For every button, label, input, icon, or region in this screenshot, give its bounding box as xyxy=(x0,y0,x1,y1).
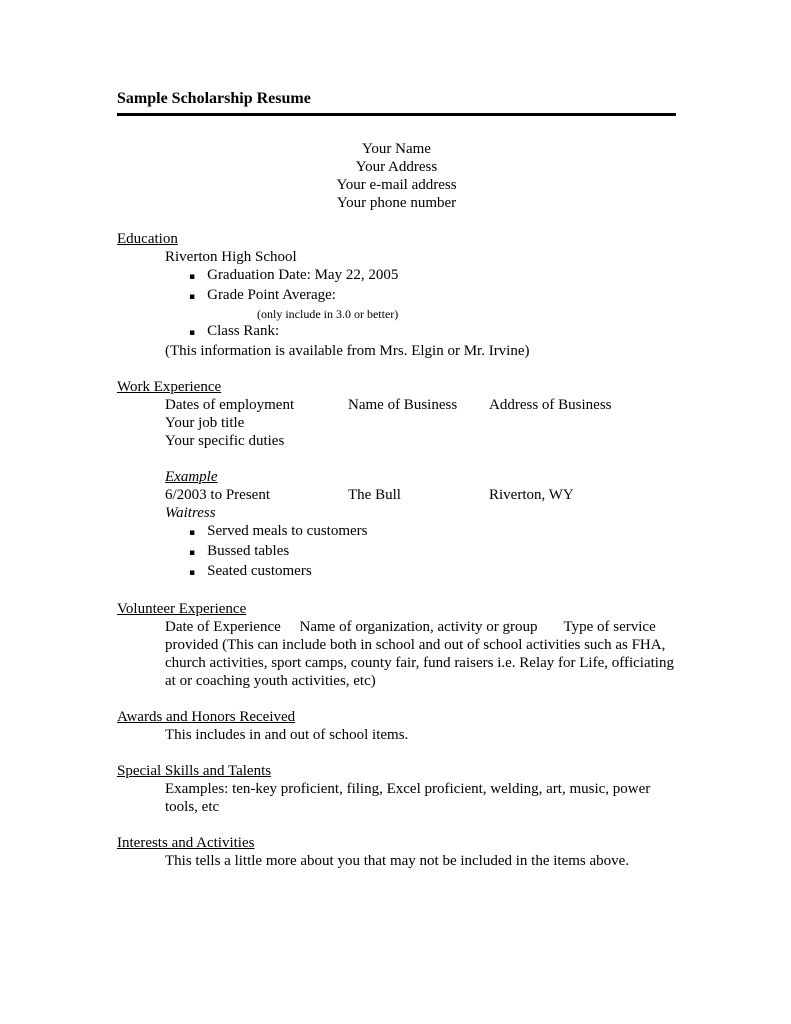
skills-body: Examples: ten-key proficient, filing, Excel proficient, welding, art, music, power tools, etc xyxy=(165,781,651,815)
bullet-square-icon: ▪ xyxy=(189,568,196,578)
work-duties-placeholder: Your specific duties xyxy=(165,433,285,449)
bullet-square-icon: ▪ xyxy=(189,528,196,538)
education-gpa-note: (only include in 3.0 or better) xyxy=(257,307,399,321)
section-interests xyxy=(117,834,676,870)
work-example-row xyxy=(117,486,676,504)
education-bullet-class-rank xyxy=(117,322,676,342)
section-education xyxy=(117,230,676,360)
work-example-duty-text: Served meals to customers xyxy=(207,523,368,539)
bullet-square-icon: ▪ xyxy=(189,328,196,338)
document-title: Sample Scholarship Resume xyxy=(117,90,311,107)
education-bullet-gpa xyxy=(117,286,676,306)
awards-heading: Awards and Honors Received xyxy=(117,709,296,725)
work-example-label-row xyxy=(117,468,676,486)
bullet-square-icon: ▪ xyxy=(189,292,196,302)
work-example-duty xyxy=(117,542,676,562)
work-example-address: Riverton, WY xyxy=(489,487,574,503)
interests-heading: Interests and Activities xyxy=(117,835,255,851)
section-volunteer-experience xyxy=(117,600,676,690)
education-footnote: (This information is available from Mrs. Elgin or Mr. Irvine) xyxy=(165,343,530,359)
work-column-address: Address of Business xyxy=(489,397,612,413)
work-columns-row xyxy=(117,396,676,414)
education-school: Riverton High School xyxy=(165,249,297,265)
work-example-label: Example xyxy=(165,469,218,485)
interests-body: This tells a little more about you that may not be included in the items above. xyxy=(165,853,630,869)
work-column-dates: Dates of employment xyxy=(165,397,295,413)
work-example-duty xyxy=(117,522,676,542)
section-skills xyxy=(117,762,676,816)
work-example-duty xyxy=(117,562,676,582)
volunteer-experience-body: Date of Experience Name of organization, activity or group Type of service provided (This can include both in school and out of school activities such as FHA, church activities, sport camps, county fair, fund raisers i.e. Relay for Life, officiating at or coaching youth activities, etc) xyxy=(165,619,674,689)
section-work-experience xyxy=(117,378,676,582)
education-bullet-graduation xyxy=(117,266,676,286)
awards-body: This includes in and out of school items. xyxy=(165,727,409,743)
work-example-job-title: Waitress xyxy=(165,505,216,521)
document-title-block xyxy=(117,90,676,116)
skills-heading: Special Skills and Talents xyxy=(117,763,272,779)
section-awards xyxy=(117,708,676,744)
education-bullet-gpa-text: Grade Point Average: xyxy=(207,287,336,303)
work-example-dates: 6/2003 to Present xyxy=(165,487,270,503)
education-bullet-graduation-text: Graduation Date: May 22, 2005 xyxy=(207,267,399,283)
work-example-duty-text: Bussed tables xyxy=(207,543,290,559)
bullet-square-icon: ▪ xyxy=(189,272,196,282)
contact-address: Your Address xyxy=(355,159,438,175)
work-column-business: Name of Business xyxy=(348,397,458,413)
volunteer-experience-heading: Volunteer Experience xyxy=(117,601,247,617)
contact-email: Your e-mail address xyxy=(336,177,457,193)
work-experience-heading: Work Experience xyxy=(117,379,222,395)
contact-name: Your Name xyxy=(362,141,431,157)
education-bullet-class-rank-text: Class Rank: xyxy=(207,323,280,339)
work-example-duty-text: Seated customers xyxy=(207,563,312,579)
contact-header xyxy=(117,140,676,212)
contact-phone: Your phone number xyxy=(336,195,457,211)
bullet-square-icon: ▪ xyxy=(189,548,196,558)
work-example-business: The Bull xyxy=(348,487,401,503)
education-heading: Education xyxy=(117,231,178,247)
work-job-title-placeholder: Your job title xyxy=(165,415,245,431)
